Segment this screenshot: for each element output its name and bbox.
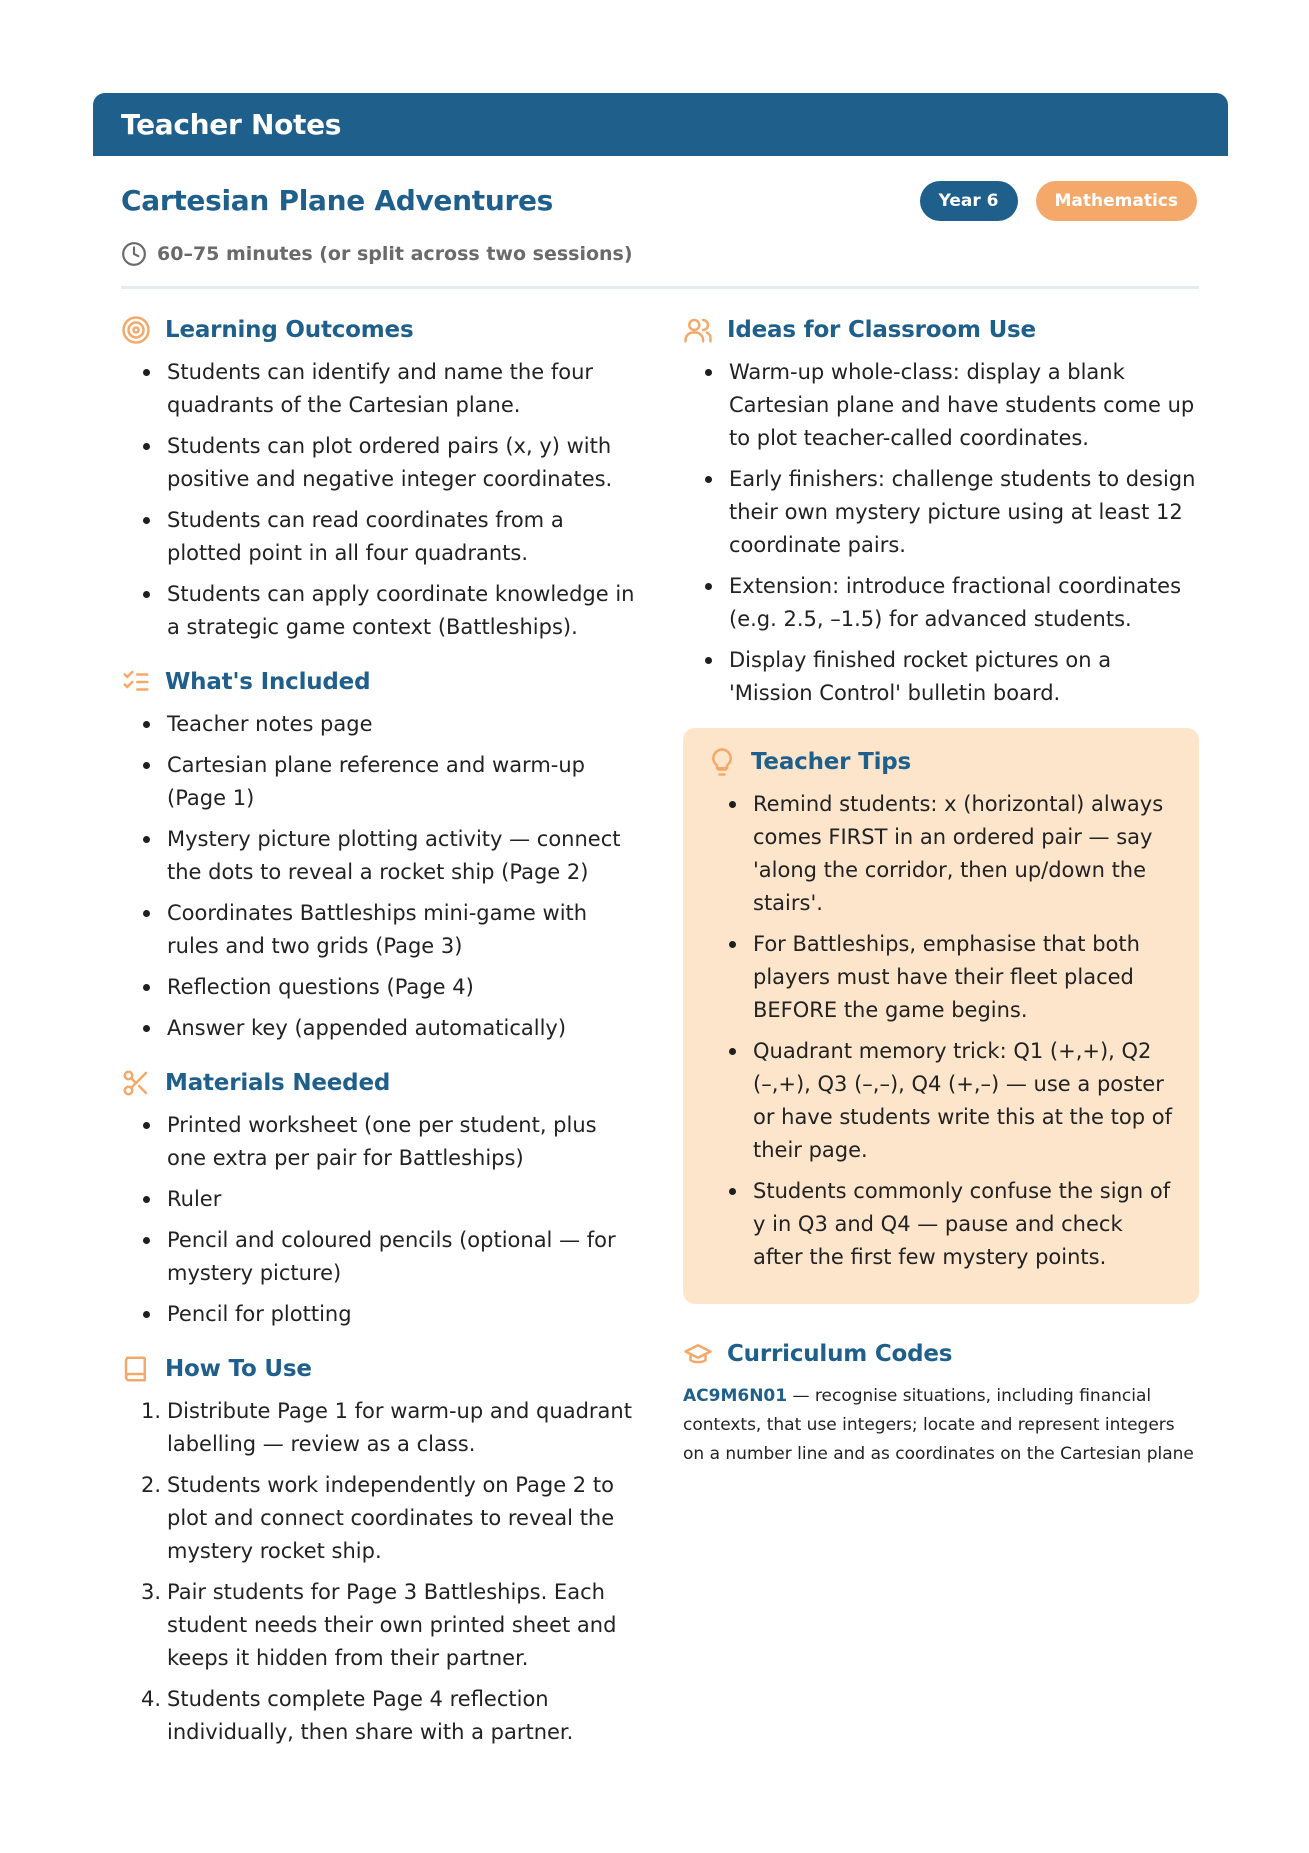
ideas-section bbox=[683, 310, 1199, 710]
step-number: 4. bbox=[141, 1687, 162, 1711]
list-item: Warm-up whole-class: display a blank Cartesian plane and have students come up to plot teacher-called coordinates. bbox=[703, 356, 1199, 455]
whats-included-list bbox=[141, 708, 641, 1045]
ideas-header bbox=[683, 310, 1199, 350]
teacher-tips-box bbox=[683, 728, 1199, 1304]
how-to-use-list bbox=[141, 1395, 641, 1749]
materials-list bbox=[141, 1109, 641, 1331]
list-item: Pencil and coloured pencils (optional — for mystery picture) bbox=[141, 1224, 641, 1290]
list-item bbox=[141, 1683, 641, 1749]
list-item: Answer key (appended automatically) bbox=[141, 1012, 641, 1045]
materials-heading: Materials Needed bbox=[165, 1070, 391, 1096]
learning-outcomes-list bbox=[141, 356, 641, 644]
list-item: Ruler bbox=[141, 1183, 641, 1216]
list-item: Pencil for plotting bbox=[141, 1298, 641, 1331]
learning-outcomes-section bbox=[121, 310, 641, 644]
materials-section bbox=[121, 1063, 641, 1331]
checklist-icon bbox=[121, 667, 151, 697]
list-item: Early finishers: challenge students to design their own mystery picture using at least 12 coordinate pairs. bbox=[703, 463, 1199, 562]
badges bbox=[920, 181, 1197, 221]
curriculum-description: — recognise situations, including financial contexts, that use integers; locate and represent integers on a number line and as coordinates on the Cartesian plane bbox=[683, 1386, 1194, 1464]
header-bar bbox=[93, 93, 1228, 156]
curriculum-text bbox=[683, 1382, 1199, 1469]
lightbulb-icon bbox=[707, 747, 737, 777]
list-item: For Battleships, emphasise that both players must have their fleet placed BEFORE the game begins. bbox=[727, 928, 1175, 1027]
users-icon bbox=[683, 315, 713, 345]
curriculum-heading: Curriculum Codes bbox=[727, 1341, 953, 1367]
step-text: Students work independently on Page 2 to plot and connect coordinates to reveal the mystery rocket ship. bbox=[167, 1473, 615, 1563]
list-item bbox=[141, 1469, 641, 1568]
ideas-list bbox=[703, 356, 1199, 710]
list-item: Students can read coordinates from a plotted point in all four quadrants. bbox=[141, 504, 641, 570]
ideas-heading: Ideas for Classroom Use bbox=[727, 317, 1036, 343]
subject-badge: Mathematics bbox=[1036, 181, 1197, 221]
graduation-cap-icon bbox=[683, 1339, 713, 1369]
list-item: Printed worksheet (one per student, plus one extra per pair for Battleships) bbox=[141, 1109, 641, 1175]
whats-included-heading: What's Included bbox=[165, 669, 371, 695]
list-item: Remind students: x (horizontal) always comes FIRST in an ordered pair — say 'along the corridor, then up/down the stairs'. bbox=[727, 788, 1175, 920]
list-item: Teacher notes page bbox=[141, 708, 641, 741]
step-number: 3. bbox=[141, 1580, 162, 1604]
clock-icon bbox=[121, 241, 147, 267]
scissors-icon bbox=[121, 1068, 151, 1098]
target-icon bbox=[121, 315, 151, 345]
list-item: Students can identify and name the four quadrants of the Cartesian plane. bbox=[141, 356, 641, 422]
page-title: Teacher Notes bbox=[121, 108, 342, 141]
step-number: 1. bbox=[141, 1399, 162, 1423]
list-item: Display finished rocket pictures on a 'Mission Control' bulletin board. bbox=[703, 644, 1199, 710]
divider bbox=[121, 286, 1199, 289]
left-column bbox=[121, 310, 641, 1767]
list-item: Reflection questions (Page 4) bbox=[141, 971, 641, 1004]
list-item bbox=[141, 1576, 641, 1675]
tips-header bbox=[707, 742, 1175, 782]
list-item: Students can apply coordinate knowledge in a strategic game context (Battleships). bbox=[141, 578, 641, 644]
duration bbox=[121, 241, 633, 267]
learning-outcomes-heading: Learning Outcomes bbox=[165, 317, 414, 343]
duration-text: 60–75 minutes (or split across two sessions) bbox=[157, 243, 633, 265]
right-column bbox=[683, 310, 1199, 1487]
how-to-use-section bbox=[121, 1349, 641, 1749]
curriculum-section bbox=[683, 1334, 1199, 1469]
step-number: 2. bbox=[141, 1473, 162, 1497]
list-item: Mystery picture plotting activity — connect the dots to reveal a rocket ship (Page 2) bbox=[141, 823, 641, 889]
curriculum-code: AC9M6N01 bbox=[683, 1386, 788, 1406]
book-icon bbox=[121, 1354, 151, 1384]
whats-included-header bbox=[121, 662, 641, 702]
materials-header bbox=[121, 1063, 641, 1103]
step-text: Distribute Page 1 for warm-up and quadrant labelling — review as a class. bbox=[167, 1399, 632, 1456]
list-item: Coordinates Battleships mini-game with rules and two grids (Page 3) bbox=[141, 897, 641, 963]
lesson-title: Cartesian Plane Adventures bbox=[121, 184, 554, 217]
tips-list bbox=[727, 788, 1175, 1274]
list-item: Cartesian plane reference and warm-up (Page 1) bbox=[141, 749, 641, 815]
year-badge: Year 6 bbox=[920, 181, 1018, 221]
step-text: Pair students for Page 3 Battleships. Each student needs their own printed sheet and keeps it hidden from their partner. bbox=[167, 1580, 617, 1670]
curriculum-header bbox=[683, 1334, 1199, 1374]
how-to-use-header bbox=[121, 1349, 641, 1389]
learning-outcomes-header bbox=[121, 310, 641, 350]
list-item: Extension: introduce fractional coordinates (e.g. 2.5, –1.5) for advanced students. bbox=[703, 570, 1199, 636]
how-to-use-heading: How To Use bbox=[165, 1356, 312, 1382]
list-item: Quadrant memory trick: Q1 (+,+), Q2 (–,+), Q3 (–,–), Q4 (+,–) — use a poster or have students write this at the top of their page. bbox=[727, 1035, 1175, 1167]
whats-included-section bbox=[121, 662, 641, 1045]
list-item bbox=[141, 1395, 641, 1461]
list-item: Students can plot ordered pairs (x, y) with positive and negative integer coordinates. bbox=[141, 430, 641, 496]
list-item: Students commonly confuse the sign of y in Q3 and Q4 — pause and check after the first few mystery points. bbox=[727, 1175, 1175, 1274]
tips-heading: Teacher Tips bbox=[751, 749, 912, 775]
step-text: Students complete Page 4 reflection individually, then share with a partner. bbox=[167, 1687, 574, 1744]
